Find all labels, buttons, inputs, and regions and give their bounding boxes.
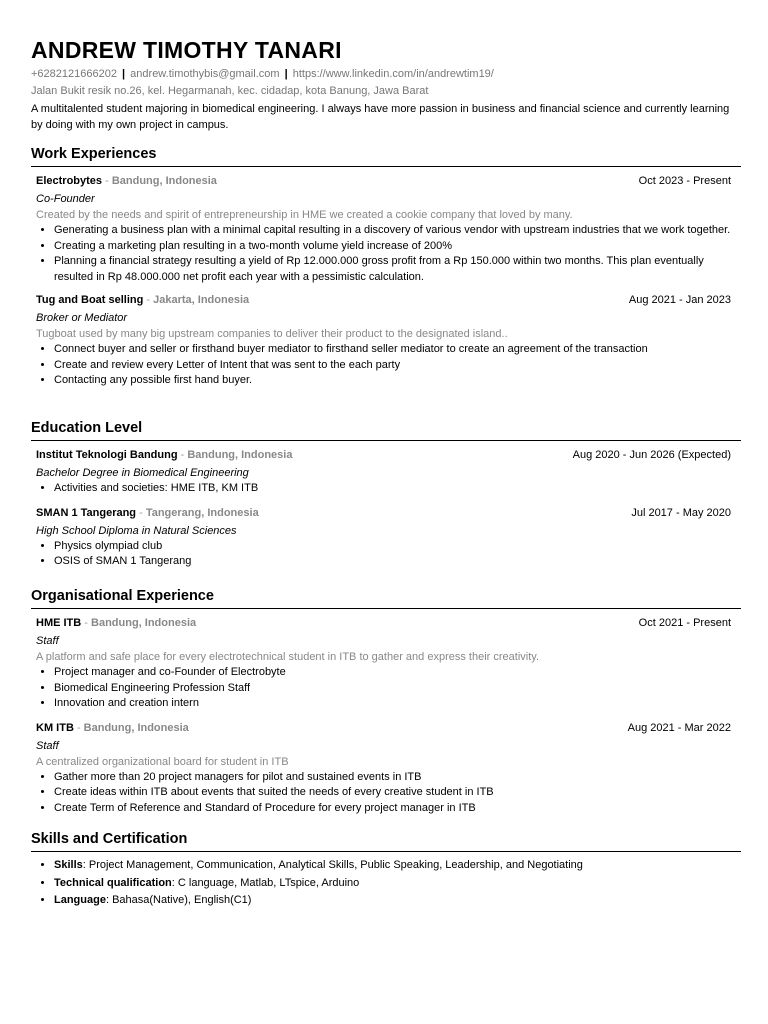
entry-header: [36, 174, 731, 189]
description: Tugboat used by many big upstream companies to deliver their product to the designated island..: [36, 328, 508, 340]
bullet-list: [36, 223, 731, 285]
skills-section: [31, 830, 741, 910]
section-title: Organisational Experience: [31, 587, 741, 609]
date-range: Aug 2021 - Jan 2023: [628, 294, 731, 306]
organisational-section: [31, 587, 741, 816]
entry-org-line: [36, 293, 249, 308]
list-item: • Physics olympiad club: [54, 539, 731, 555]
date-range: Oct 2023 - Present: [638, 175, 731, 187]
section-title: Education Level: [31, 419, 741, 441]
date-range: Aug 2021 - Mar 2022: [627, 721, 731, 734]
bullet-list: [36, 665, 731, 712]
organization: Institut Teknologi Bandung: [36, 449, 178, 461]
skill-label: Technical qualification: [54, 876, 172, 889]
skill-item: [54, 857, 731, 875]
entry-header: [36, 506, 731, 521]
degree: High School Diploma in Natural Sciences: [36, 524, 237, 537]
work-entry: [31, 293, 741, 389]
bullet-list: [36, 857, 731, 910]
bullet-list: [36, 342, 731, 389]
skill-item: [54, 892, 731, 910]
entry-org-line: [36, 506, 259, 521]
separator-dash: -: [102, 175, 112, 187]
separator-dash: -: [81, 617, 92, 629]
skill-label: Skills: [54, 859, 83, 871]
address: Jalan Bukit resik no.26, kel. Hegarmanah, kec. cidadap, kota Banung, Jawa Barat: [31, 85, 429, 97]
list-item: • Gather more than 20 project managers for pilot and sustained events in ITB: [54, 770, 731, 786]
list-item: • Biomedical Engineering Profession Staff: [54, 681, 731, 697]
entry-org-line: [36, 448, 292, 463]
description: A platform and safe place for every electrotechnical student in ITB to gather and express their creativity.: [36, 651, 539, 663]
section-title: Work Experiences: [31, 145, 741, 167]
list-item: • Planning a financial strategy resulting a yield of Rp 12.000.000 gross profit from a Rp 150.000 within two months. This plan eventually resulted in Rp 48.000.000 net profit each year with a pessimistic calculation.: [54, 254, 731, 285]
description: A centralized organizational board for student in ITB: [36, 755, 289, 768]
linkedin-link[interactable]: https://www.linkedin.com/in/andrewtim19/: [292, 68, 494, 80]
list-item: • Creating a marketing plan resulting in a two-month volume yield increase of 200%: [54, 239, 731, 255]
skills-entry: [31, 857, 741, 910]
work-entry: [31, 174, 741, 285]
role: Staff: [36, 739, 59, 752]
list-item: • Innovation and creation intern: [54, 696, 731, 712]
entry-org-line: [36, 174, 217, 189]
skill-value: : Bahasa(Native), English(C1): [105, 894, 252, 906]
organization: Electrobytes: [36, 175, 103, 187]
skill-value: : C language, Matlab, LTspice, Arduino: [171, 876, 360, 889]
organization: Tug and Boat selling: [36, 294, 144, 306]
list-item: • Connect buyer and seller or firsthand buyer mediator to firsthand seller mediator to create an agreement of the transaction: [54, 342, 731, 358]
entry-header: [36, 293, 731, 308]
degree: Bachelor Degree in Biomedical Engineering: [36, 467, 249, 479]
skill-value: : Project Management, Communication, Analytical Skills, Public Speaking, Leadership, and Negotiating: [82, 859, 583, 871]
skill-item: [54, 875, 731, 893]
location: Bandung, Indonesia: [187, 449, 293, 461]
bullet-list: [36, 481, 731, 497]
role: Staff: [36, 635, 59, 647]
list-item: • Project manager and co-Founder of Electrobyte: [54, 665, 731, 681]
description: Created by the needs and spirit of entrepreneurship in HME we created a cookie company that loved by many.: [36, 209, 573, 221]
entry-header: [36, 448, 731, 463]
email-link[interactable]: andrew.timothybis@gmail.com: [130, 68, 280, 80]
education-entry: [31, 506, 741, 570]
resume-header: [31, 36, 741, 133]
education-section: [31, 419, 741, 570]
list-item: • Create ideas within ITB about events that suited the needs of every creative student in ITB: [54, 785, 731, 801]
date-range: Jul 2017 - May 2020: [631, 506, 731, 519]
entry-header: [36, 721, 731, 736]
role: Broker or Mediator: [36, 312, 128, 324]
list-item: • OSIS of SMAN 1 Tangerang: [54, 554, 731, 570]
entry-org-line: [36, 616, 196, 631]
separator-dash: -: [73, 721, 84, 734]
list-item: • Generating a business plan with a minimal capital resulting in a discovery of various vendor with upstream industries that we work together.: [54, 223, 731, 239]
location: Tangerang, Indonesia: [145, 506, 259, 519]
work-section: [31, 145, 741, 389]
location: Bandung, Indonesia: [91, 617, 197, 629]
date-range: Oct 2021 - Present: [638, 617, 731, 629]
summary: A multitalented student majoring in biomedical engineering. I always have more passion in business and financial science and currently learning by doing with my own project in campus.: [31, 103, 730, 131]
contact-line: [31, 67, 741, 82]
organisation-entry: [31, 616, 741, 712]
separator-dash: -: [143, 294, 154, 306]
education-entry: [31, 448, 741, 497]
list-item: • Activities and societies: HME ITB, KM ITB: [54, 481, 731, 497]
contact-separator: |: [122, 68, 126, 80]
organization: KM ITB: [36, 721, 74, 734]
phone-number: +6282121666202: [31, 68, 117, 80]
location: Bandung, Indonesia: [111, 175, 217, 187]
location: Jakarta, Indonesia: [153, 294, 250, 306]
date-range: Aug 2020 - Jun 2026 (Expected): [572, 449, 731, 461]
separator-dash: -: [136, 506, 146, 519]
candidate-name: ANDREW TIMOTHY TANARI: [31, 37, 342, 63]
organization: HME ITB: [36, 617, 82, 629]
separator-dash: -: [177, 449, 188, 461]
entry-org-line: [36, 721, 189, 736]
role: Co-Founder: [36, 193, 95, 205]
entry-header: [36, 616, 731, 631]
list-item: • Create Term of Reference and Standard of Procedure for every project manager in ITB: [54, 801, 731, 817]
location: Bandung, Indonesia: [83, 721, 189, 734]
organisation-entry: [31, 721, 741, 817]
contact-separator: |: [284, 68, 288, 80]
organization: SMAN 1 Tangerang: [36, 506, 137, 519]
bullet-list: [36, 770, 731, 817]
list-item: • Contacting any possible first hand buyer.: [54, 373, 731, 389]
bullet-list: [36, 539, 731, 570]
section-title: Skills and Certification: [31, 830, 741, 852]
list-item: • Create and review every Letter of Intent that was sent to the each party: [54, 358, 731, 374]
skill-label: Language: [54, 894, 106, 906]
